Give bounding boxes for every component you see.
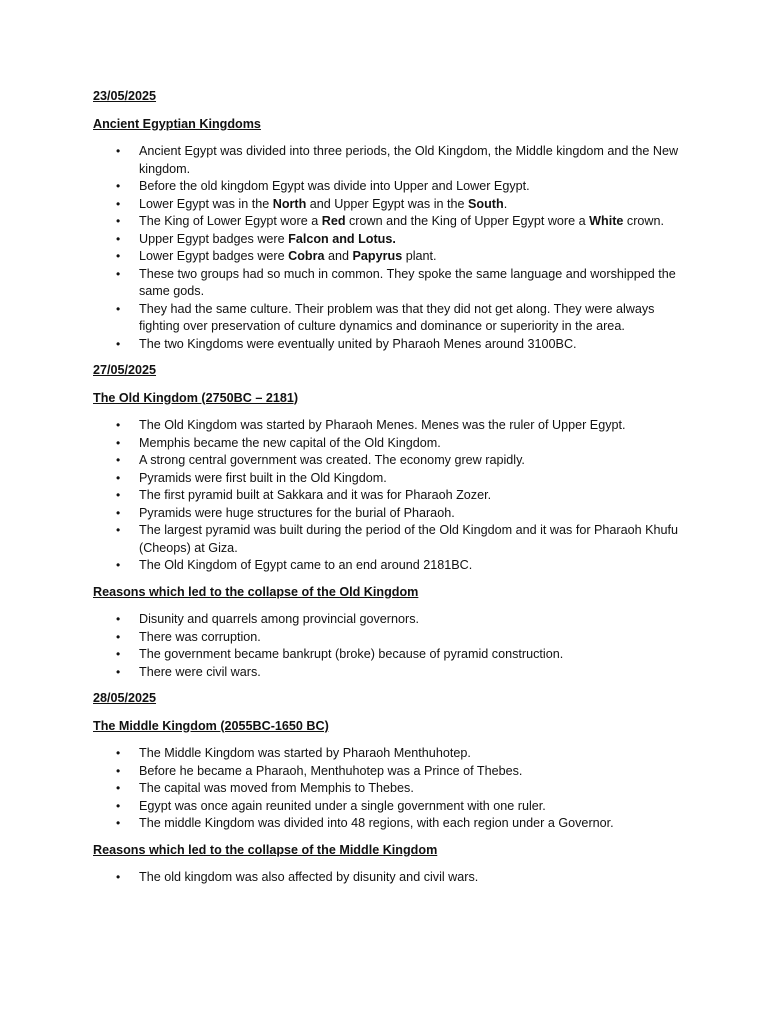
item-text: Egypt was once again reunited under a single government with one ruler. [139,798,546,813]
list-item [93,213,693,231]
bullet-icon: • [116,179,121,193]
section-date: 27/05/2025 [93,363,157,377]
item-text: These two groups had so much in common. They spoke the same language and worshipped the same gods. [139,266,676,298]
bullet-icon: • [116,488,121,502]
bold-text: Red [321,214,346,228]
item-text: There was corruption. [139,629,261,644]
item-text: Memphis became the new capital of the Old Kingdom. [139,435,441,450]
item-text: Lower Egypt was in the [139,196,273,211]
item-text: The Old Kingdom was started by Pharaoh Menes. Menes was the ruler of Upper Egypt. [139,418,626,432]
bullet-icon: • [116,664,121,679]
list-item [93,869,693,887]
item-text: The capital was moved from Memphis to Thebes. [139,781,414,795]
bullet-icon: • [116,144,121,158]
bullet-icon: • [116,470,121,485]
bullet-icon: • [116,266,121,281]
bullet-list [93,143,693,353]
bullet-icon: • [116,558,121,572]
item-text: The King of Lower Egypt wore a [139,214,322,228]
bullet-icon: • [116,763,121,778]
item-text: Before the old kingdom Egypt was divide into Upper and Lower Egypt. [139,179,530,193]
list-item [93,248,693,266]
bullet-icon: • [116,249,121,263]
bold-text: Papyrus [352,249,403,263]
bullet-icon: • [116,336,121,351]
bullet-icon: • [116,435,121,450]
item-text: The government became bankrupt (broke) because of pyramid construction. [139,647,564,661]
section-title: Reasons which led to the collapse of the Old Kingdom [93,584,419,599]
item-text: Ancient Egypt was divided into three periods, the Old Kingdom, the Middle kingdom and the New kingdom. [139,144,679,176]
item-text: crown and the King of Upper Egypt wore a [345,214,590,228]
item-text: The middle Kingdom was divided into 48 regions, with each region under a Governor. [139,816,614,830]
list-item [93,780,693,798]
bullet-icon: • [116,781,121,795]
bold-text: Cobra [288,249,325,263]
item-text: plant. [402,249,437,263]
list-item [93,629,693,647]
item-text: A strong central government was created. The economy grew rapidly. [139,453,525,467]
bold-text: Falcon and Lotus. [288,231,396,246]
list-item [93,611,693,629]
list-item [93,417,693,435]
item-text: Pyramids were huge structures for the burial of Pharaoh. [139,505,455,520]
item-text: There were civil wars. [139,664,261,679]
bold-text: South [468,196,504,211]
bullet-icon: • [116,301,121,316]
bullet-list [93,869,693,887]
bullet-icon: • [116,746,121,760]
list-item [93,487,693,505]
section-title: The Middle Kingdom (2055BC-1650 BC) [93,718,329,733]
list-item [93,505,693,523]
section-date: 23/05/2025 [93,89,157,103]
bullet-list [93,417,693,575]
item-text: The Middle Kingdom was started by Pharaoh Menthuhotep. [139,746,471,760]
list-item [93,435,693,453]
list-item [93,452,693,470]
bullet-icon: • [116,214,121,228]
list-item [93,178,693,196]
bullet-icon: • [116,505,121,520]
section-date: 28/05/2025 [93,691,157,705]
list-item [93,231,693,249]
list-item [93,196,693,214]
item-text: The largest pyramid was built during the period of the Old Kingdom and it was for Pharaoh Khufu (Cheops) at Giza. [139,523,679,555]
item-text: Pyramids were first built in the Old Kingdom. [139,470,387,485]
section-title: Reasons which led to the collapse of the Middle Kingdom [93,842,438,857]
bullet-list [93,611,693,681]
item-text: The two Kingdoms were eventually united by Pharaoh Menes around 3100BC. [139,336,577,351]
item-text: The old kingdom was also affected by disunity and civil wars. [139,870,479,884]
item-text: Disunity and quarrels among provincial governors. [139,612,420,626]
section-title: Ancient Egyptian Kingdoms [93,116,261,131]
list-item [93,664,693,682]
item-text: They had the same culture. Their problem was that they did not get along. They were always fighting over preservation of culture dynamics and dominance or superiority in the area. [139,301,655,333]
list-item [93,815,693,833]
item-text: The Old Kingdom of Egypt came to an end around 2181BC. [139,558,473,572]
item-text: The first pyramid built at Sakkara and it was for Pharaoh Zozer. [139,488,492,502]
bullet-icon: • [116,612,121,626]
bold-text: North [272,196,307,211]
list-item [93,745,693,763]
bullet-icon: • [116,870,121,884]
list-item [93,266,693,301]
list-item [93,301,693,336]
bullet-list [93,745,693,833]
bullet-icon: • [116,647,121,661]
item-text: Upper Egypt badges were [139,231,289,246]
section-title: The Old Kingdom (2750BC – 2181) [93,390,299,405]
item-text: . [503,196,508,211]
item-text: crown. [623,214,665,228]
bullet-icon: • [116,816,121,830]
item-text: Before he became a Pharaoh, Menthuhotep was a Prince of Thebes. [139,763,523,778]
list-item [93,798,693,816]
list-item [93,646,693,664]
list-item [93,763,693,781]
bullet-icon: • [116,196,121,211]
list-item [93,557,693,575]
list-item [93,336,693,354]
bullet-icon: • [116,798,121,813]
bullet-icon: • [116,231,121,246]
bullet-icon: • [116,523,121,537]
bullet-icon: • [116,453,121,467]
item-text: and Upper Egypt was in the [306,196,469,211]
item-text: Lower Egypt badges were [139,249,289,263]
list-item [93,522,693,557]
bullet-icon: • [116,418,121,432]
document-body [93,88,693,896]
bullet-icon: • [116,629,121,644]
list-item [93,143,693,178]
item-text: and [324,249,353,263]
bold-text: White [589,214,624,228]
list-item [93,470,693,488]
